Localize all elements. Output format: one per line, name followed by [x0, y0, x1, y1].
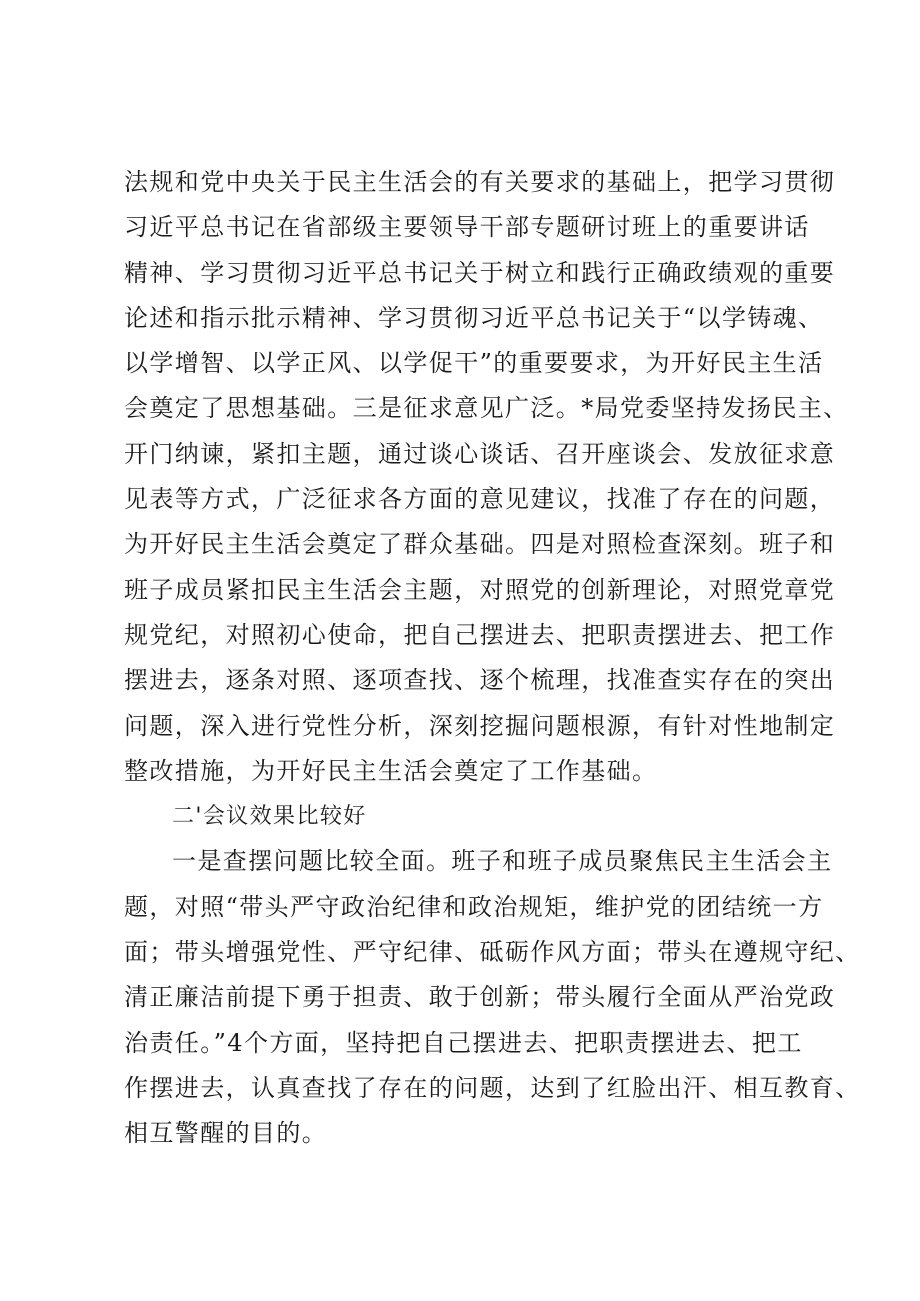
body-line: 会奠定了思想基础。三是征求意见广泛。*局党委坚持发扬民主、	[124, 394, 849, 423]
section-heading: 二'会议效果比较好	[172, 804, 367, 830]
body-line: 习近平总书记在省部级主要领导干部专题研讨班上的重要讲话	[124, 213, 810, 242]
body-line: 题，对照“带头严守政治纪律和政治规矩，维护党的团结统一方	[124, 892, 824, 921]
body-line: 见表等方式，广泛征求各方面的意见建议，找准了存在的问题，	[124, 485, 836, 514]
body-line: 精神、学习贯彻习近平总书记关于树立和践行正确政绩观的重要	[124, 258, 836, 287]
body-line: 以学增智、以学正风、以学促干”的重要要求，为开好民主生活	[124, 349, 824, 378]
body-line: 法规和党中央关于民主生活会的有关要求的基础上，把学习贯彻	[124, 168, 836, 196]
body-line: 开门纳谏，紧扣主题，通过谈心谈话、召开座谈会、发放征求意	[124, 439, 836, 468]
body-line: 规党纪，对照初心使命，把自己摆进去、把职责摆进去、把工作	[124, 620, 836, 649]
body-line: 摆进去，逐条对照、逐项查找、逐个梳理，找准查实存在的突出	[124, 666, 836, 695]
document-body	[124, 160, 861, 1157]
body-line: 问题，深入进行党性分析，深刻挖掘问题根源，有针对性地制定	[124, 711, 836, 740]
body-line: 面；带头增强党性、严守纪律、砥砺作风方面；带头在遵规守纪、	[124, 938, 861, 967]
body-line: 治责任。”4个方面，坚持把自己摆进去、把职责摆进去、把工	[124, 1028, 803, 1057]
body-line: 为开好民主生活会奠定了群众基础。四是对照检查深刻。班子和	[124, 530, 836, 559]
body-line: 清正廉洁前提下勇于担责、敢于创新；带头履行全面从严治党政	[124, 983, 836, 1012]
body-line: 班子成员紧扣民主生活会主题，对照党的创新理论，对照党章党	[124, 575, 836, 604]
body-line: 相互警醒的目的。	[124, 1119, 328, 1148]
body-line: 论述和指示批示精神、学习贯彻习近平总书记关于“以学铸魂、	[124, 303, 824, 332]
body-line: 作摆进去，认真查找了存在的问题，达到了红脸出汗、相互教育、	[124, 1073, 861, 1102]
body-line: 整改措施，为开好民主生活会奠定了工作基础。	[124, 756, 658, 785]
body-line: 一是查摆问题比较全面。班子和班子成员聚焦民主生活会主	[172, 847, 833, 876]
